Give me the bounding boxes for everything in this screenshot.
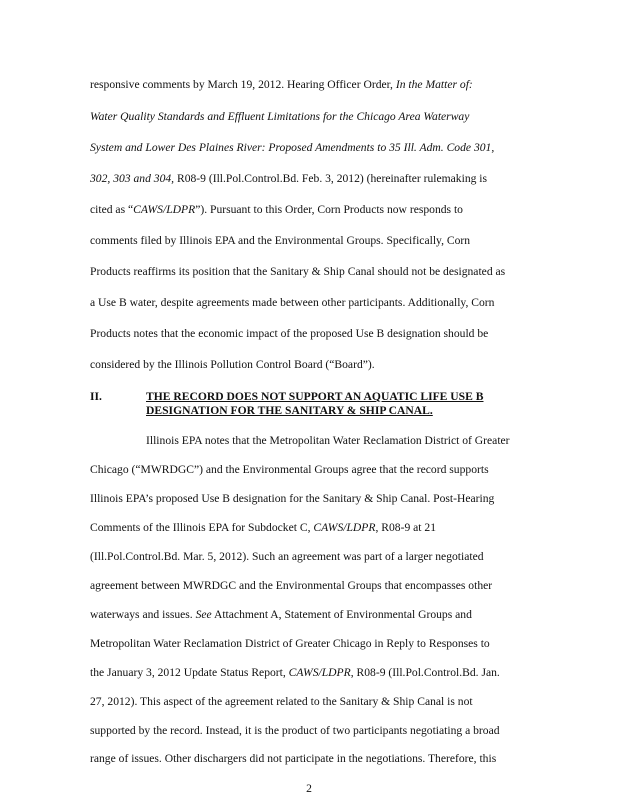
section-title-line: DESIGNATION FOR THE SANITARY & SHIP CANAL. — [146, 404, 433, 417]
section-title — [146, 390, 484, 418]
page-number: 2 — [306, 782, 312, 795]
text-line: Illinois EPA’s proposed Use B designation for the Sanitary & Ship Canal. Post-Hearing — [90, 492, 495, 505]
text-line: (Ill.Pol.Control.Bd. Mar. 5, 2012). Such an agreement was part of a larger negotiated — [90, 550, 484, 563]
text-line: range of issues. Other dischargers did not participate in the negotiations. Therefore, this — [90, 752, 497, 765]
text-line: comments filed by Illinois EPA and the Environmental Groups. Specifically, Corn — [90, 234, 471, 247]
text-line: considered by the Illinois Pollution Control Board (“Board”). — [90, 358, 375, 371]
text-line: Chicago (“MWRDGC”) and the Environmental Groups agree that the record supports — [90, 463, 489, 476]
text-line: a Use B water, despite agreements made between other participants. Additionally, Corn — [90, 296, 495, 309]
text-line: agreement between MWRDGC and the Environmental Groups that encompasses other — [90, 579, 493, 592]
text-line: responsive comments by March 19, 2012. Hearing Officer Order, In the Matter of: — [90, 78, 473, 91]
section-title-line: THE RECORD DOES NOT SUPPORT AN AQUATIC LIFE USE B — [146, 390, 484, 403]
text-line: Water Quality Standards and Effluent Limitations for the Chicago Area Waterway — [90, 110, 470, 123]
text-line: supported by the record. Instead, it is the product of two participants negotiating a broad — [90, 724, 500, 737]
text-line: the January 3, 2012 Update Status Report, CAWS/LDPR, R08-9 (Ill.Pol.Control.Bd. Jan. — [90, 666, 500, 679]
text-line: Comments of the Illinois EPA for Subdocket C, CAWS/LDPR, R08-9 at 21 — [90, 521, 436, 534]
text-line: Products reaffirms its position that the Sanitary & Ship Canal should not be designated as — [90, 265, 506, 278]
text-line: waterways and issues. See Attachment A, Statement of Environmental Groups and — [90, 608, 472, 621]
text-line: cited as “CAWS/LDPR”). Pursuant to this Order, Corn Products now responds to — [90, 203, 463, 216]
text-line: Illinois EPA notes that the Metropolitan Water Reclamation District of Greater — [146, 434, 510, 447]
text-line: System and Lower Des Plaines River: Proposed Amendments to 35 Ill. Adm. Code 301, — [90, 141, 495, 154]
text-line: 27, 2012). This aspect of the agreement related to the Sanitary & Ship Canal is not — [90, 695, 473, 708]
text-line: 302, 303 and 304, R08-9 (Ill.Pol.Control.Bd. Feb. 3, 2012) (hereinafter rulemaking is — [90, 172, 488, 185]
text-line: Products notes that the economic impact of the proposed Use B designation should be — [90, 327, 489, 340]
text-line: Metropolitan Water Reclamation District of Greater Chicago in Reply to Responses to — [90, 637, 490, 650]
section-number: II. — [90, 390, 102, 403]
